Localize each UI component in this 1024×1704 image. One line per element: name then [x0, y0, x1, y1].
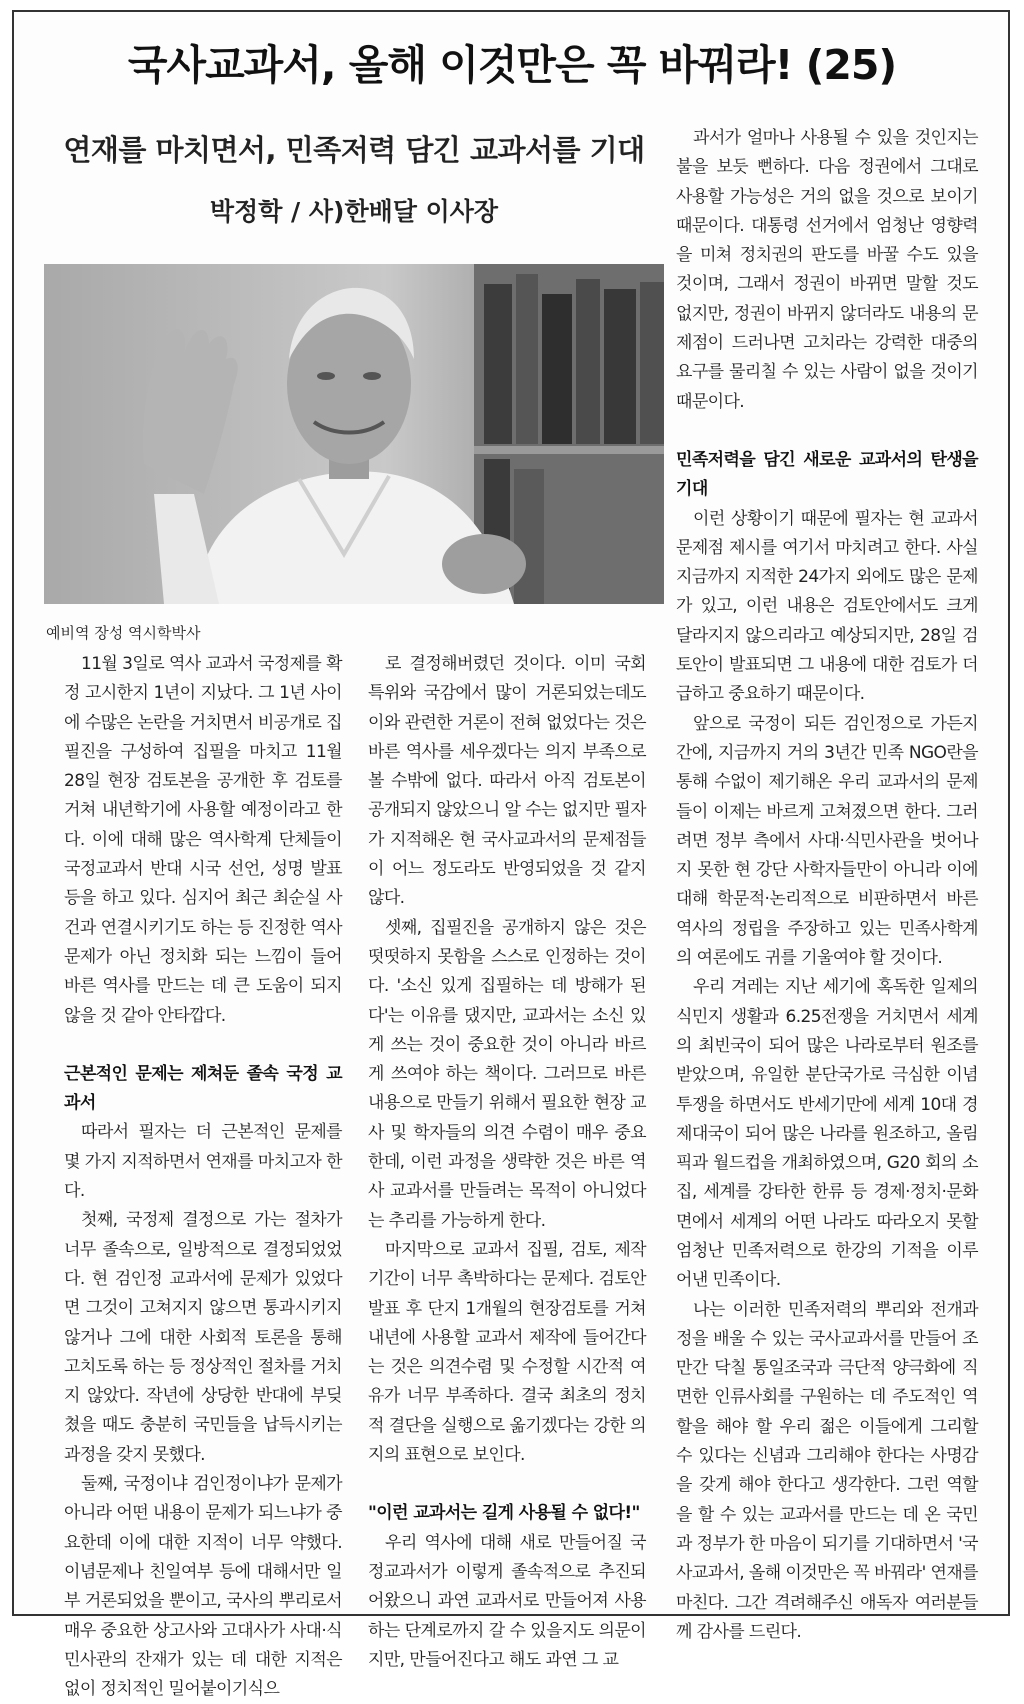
middle-paragraph-2: 셋째, 집필진을 공개하지 않은 것은 떳떳하지 못함을 스스로 인정하는 것이다. '소신 있게 집필하는 데 방해가 된다'는 이유를 댔지만, 교과서는 소신 있게 쓰는 것이 중요한 것이 아니라 바르게 쓰여야 하는 책이다. 그러므로 바른 내용으로 만들기 위해서 필요한 현장 교사 및 학자들의 의견 수렴이 매우 중요한데, 이런 과정을 생략한 것은 바른 역사 교과서를 만들려는 목적이 아니었다는 추리를 가능하게 한다.: [368, 917, 646, 1231]
article-byline: 박정학 / 사)한배달 이사장: [209, 197, 499, 226]
author-photo: [44, 264, 664, 604]
middle-paragraph-1: 로 결정해버렸던 것이다. 이미 국회 특위와 국감에서 많이 거론되었는데도 이와 관련한 거론이 전혀 없었다는 것은 바른 역사를 세우겠다는 의지 부족으로 볼 수밖에 없다. 따라서 아직 검토본이 공개되지 않았으니 알 수는 없지만 필자가 지적해온 현 국사교과서의 문제점들이 어느 정도라도 반영되었을 것 같지 않다.: [368, 654, 646, 909]
right-paragraph-5: 나는 이러한 민족저력의 뿌리와 전개과정을 배울 수 있는 국사교과서를 만들어 조만간 닥칠 통일조국과 극단적 양극화에 직면한 인류사회를 구원하는 데 주도적인 역할을 해야 할 우리 젊은 이들에게 그리할 수 있다는 신념과 그리해야 한다는 사명감을 갖게 해야 한다고 생각한다. 그런 역할을 할 수 있는 교과서를 만드는 데 온 국민과 정부가 한 마음이 되기를 기대하면서 '국사교과서, 올해 이것만은 꼭 바꿔라' 연재를 마친다. 그간 격려해주신 애독자 여러분들께 감사를 드린다.: [676, 1299, 978, 1642]
middle-paragraph-4: 우리 역사에 대해 새로 만들어질 국정교과서가 이렇게 졸속적으로 추진되어왔으니 과연 교과서로 만들어져 사용하는 단계로까지 갈 수 있을지도 의문이지만, 만들어진다고 해도 과연 그 교: [368, 1532, 646, 1670]
middle-section-heading: "이런 교과서는 길게 사용될 수 없다!": [368, 1503, 640, 1524]
article-title: 국사교과서, 올해 이것만은 꼭 바꿔라! (25): [127, 41, 897, 89]
right-paragraph-2: 이런 상황이기 때문에 필자는 현 교과서 문제점 제시를 여기서 마치려고 한다. 사실 지금까지 지적한 24가지 외에도 많은 문제가 있고, 이런 내용은 검토안에서도 크게 달라지지 않으리라고 예상되지만, 28일 검토안이 발표되면 그 내용에 대한 검토가 더 급하고 중요하기 때문이다.: [676, 508, 978, 705]
right-section-heading: 민족저력을 담긴 새로운 교과서의 탄생을 기대: [676, 449, 978, 500]
middle-column: [368, 650, 646, 1675]
right-paragraph-1: 과서가 얼마나 사용될 수 있을 것인지는 불을 보듯 뻔하다. 다음 정권에서 그대로 사용할 가능성은 거의 없을 것으로 보이기 때문이다. 대통령 선거에서 엄청난 영향력을 미쳐 정치권의 판도를 바꿀 수도 있을 것이며, 그래서 정권이 바뀌면 말할 것도 없지만, 정권이 바뀌지 않더라도 내용의 문제점이 드러나면 고치라는 강력한 대중의 요구를 물리칠 수 있는 사람이 없을 것이기 때문이다.: [676, 128, 978, 412]
left-paragraph-2: 따라서 필자는 더 근본적인 문제를 몇 가지 지적하면서 연재를 마치고자 한다.: [64, 1122, 342, 1202]
article-subtitle: 연재를 마치면서, 민족저력 담긴 교과서를 기대: [63, 133, 645, 167]
right-paragraph-3: 앞으로 국정이 되든 검인정으로 가든지 간에, 지금까지 거의 3년간 민족 NGO란을 통해 수없이 제기해온 우리 교과서의 문제들이 이제는 바르게 고쳐졌으면 한다. 그러려면 정부 측에서 사대·식민사관을 벗어나지 못한 현 강단 사학자들만이 아니라 이에 대해 학문적·논리적으로 비판하면서 바른 역사의 정립을 주장하고 있는 민족사학계의 여론에도 귀를 기울여야 할 것이다.: [676, 713, 978, 969]
right-paragraph-4: 우리 겨레는 지난 세기에 혹독한 일제의 식민지 생활과 6.25전쟁을 거치면서 세계의 최빈국이 되어 많은 나라로부터 원조를 받았으며, 유일한 분단국가로 극심한 이념투쟁을 하면서도 반세기만에 세계 10대 경제대국이 되어 많은 나라를 원조하고, 올림픽과 월드컵을 개최하였으며, G20 회의 소집, 세계를 강타한 한류 등 경제·정치·문화면에서 세계의 어떤 나라도 따라오지 못할 엄청난 민족저력으로 한강의 기적을 이루어낸 민족이다.: [676, 977, 978, 1291]
left-section-heading: 근본적인 문제는 제쳐둔 졸속 국정 교과서: [64, 1063, 342, 1114]
left-paragraph-3: 첫째, 국정제 결정으로 가는 절차가 너무 졸속으로, 일방적으로 결정되었었다. 현 검인정 교과서에 문제가 있었다면 그것이 고쳐지지 않으면 통과시키지 않거나 그에 대한 사회적 토론을 통해 고치도록 하는 등 정상적인 절차를 거치지 않았다. 작년에 상당한 반대에 부딪쳤을 때도 충분히 국민들을 납득시키는 과정을 갖지 못했다.: [64, 1210, 342, 1465]
middle-paragraph-3: 마지막으로 교과서 집필, 검토, 제작 기간이 너무 촉박하다는 문제다. 검토안 발표 후 단지 1개월의 현장검토를 거쳐 내년에 사용할 교과서 제작에 들어간다는 것은 의견수렴 및 수정할 시간적 여유가 너무 부족하다. 결국 최초의 정치적 결단을 실행으로 옮기겠다는 강한 의지의 표현으로 보인다.: [368, 1239, 646, 1466]
photo-caption: 예비역 장성 역시학박사: [46, 624, 201, 642]
right-column: [676, 124, 978, 1647]
left-column: [64, 650, 342, 1704]
left-paragraph-1: 11월 3일로 역사 교과서 국정제를 확정 고시한지 1년이 지났다. 그 1년 사이에 수많은 논란을 거치면서 비공개로 집필진을 구성하여 집필을 마치고 11월 28일 현장 검토본을 공개한 후 검토를 거쳐 내년학기에 사용할 예정이라고 한다. 이에 대해 많은 역사학계 단체들이 국정교과서 반대 시국 선언, 성명 발표 등을 하고 있다. 심지어 최근 최순실 사건과 연결시키기도 하는 등 진정한 역사 문제가 아닌 정치화 되는 느낌이 들어 바른 역사를 만드는 데 큰 도움이 되지 않을 것 같아 안타깝다.: [64, 654, 342, 1026]
left-paragraph-4: 둘째, 국정이냐 검인정이냐가 문제가 아니라 어떤 내용이 문제가 되느냐가 중요한데 이에 대한 지적이 너무 약했다. 이념문제나 친일여부 등에 대해서만 일부 거론되었을 뿐이고, 국사의 뿌리로서 매우 중요한 상고사와 고대사가 사대·식민사관의 잔재가 있는 데 대한 지적은 없이 정치적인 밀어붙이기식으: [64, 1474, 342, 1700]
